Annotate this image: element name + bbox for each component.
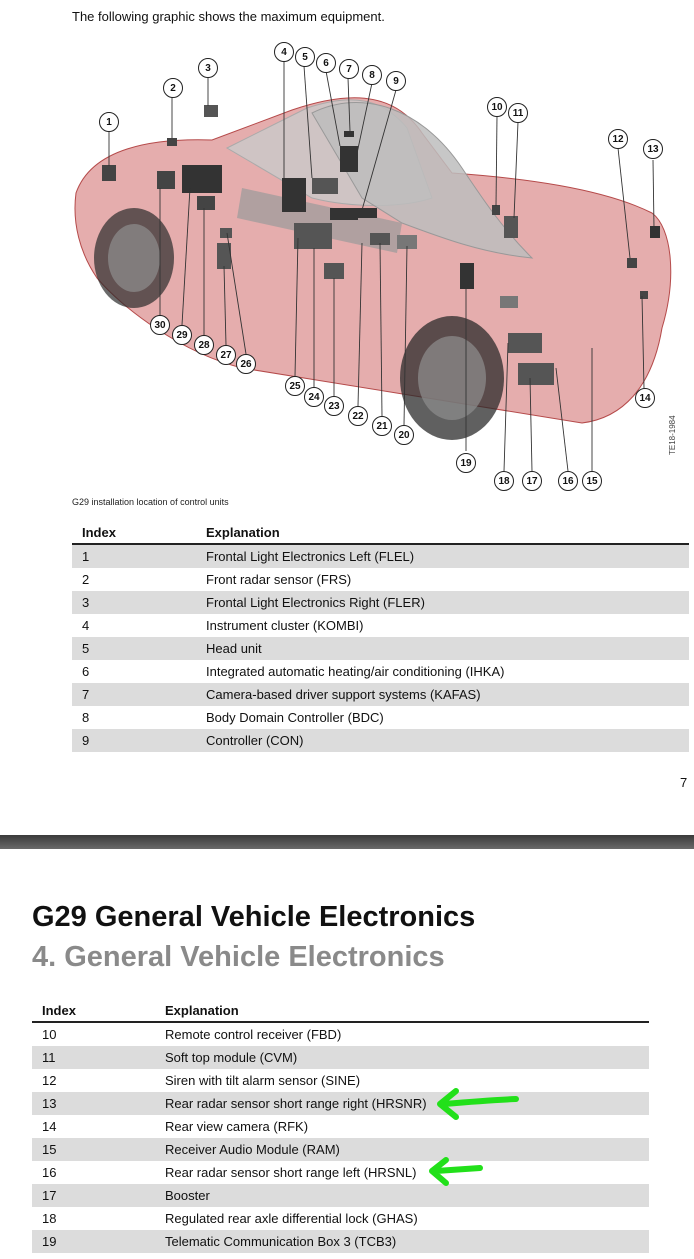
section-subtitle: 4. General Vehicle Electronics	[32, 941, 445, 973]
index-cell: 14	[42, 1119, 57, 1134]
page-divider	[0, 835, 694, 849]
callout-18: 18	[494, 471, 514, 491]
callout-7: 7	[339, 59, 359, 79]
index-cell: 16	[42, 1165, 57, 1180]
table-row	[72, 614, 689, 637]
callout-25: 25	[285, 376, 305, 396]
index-cell: 3	[72, 591, 196, 614]
callout-17: 17	[522, 471, 542, 491]
table-row	[32, 1069, 649, 1092]
index-cell: 18	[42, 1211, 57, 1226]
callout-8: 8	[362, 65, 382, 85]
callout-16: 16	[558, 471, 578, 491]
table-row	[32, 1161, 649, 1184]
green-arrow-icon	[432, 1085, 522, 1125]
table-row	[32, 1138, 649, 1161]
explanation-cell: Front radar sensor (FRS)	[206, 572, 352, 587]
index-cell: 10	[42, 1027, 57, 1042]
callout-15: 15	[582, 471, 602, 491]
explanation-cell: Rear view camera (RFK)	[165, 1119, 309, 1134]
explanation-cell: Receiver Audio Module (RAM)	[155, 1138, 649, 1161]
index-cell: 17	[32, 1184, 155, 1207]
table-row	[72, 544, 689, 568]
callout-22: 22	[348, 406, 368, 426]
intro-text: The following graphic shows the maximum equipment.	[72, 9, 385, 24]
explanation-cell: Frontal Light Electronics Right (FLER)	[196, 591, 689, 614]
index-cell: 4	[82, 618, 90, 633]
callout-11: 11	[508, 103, 528, 123]
callout-27: 27	[216, 345, 236, 365]
explanation-cell: Siren with tilt alarm sensor (SINE)	[165, 1073, 361, 1088]
callout-29: 29	[172, 325, 192, 345]
table-row	[72, 568, 689, 591]
table-row	[72, 706, 689, 729]
callout-13: 13	[643, 139, 663, 159]
callout-14: 14	[635, 388, 655, 408]
column-header-index: Index	[32, 999, 155, 1022]
explanation-cell: Instrument cluster (KOMBI)	[206, 618, 364, 633]
callout-24: 24	[304, 387, 324, 407]
callout-1: 1	[99, 112, 119, 132]
callout-6: 6	[316, 53, 336, 73]
index-cell: 15	[32, 1138, 155, 1161]
table-row	[32, 1046, 649, 1069]
table-row	[32, 1184, 649, 1207]
column-header-explanation: Explanation	[196, 521, 689, 544]
table-row	[72, 729, 689, 752]
table-row	[72, 683, 689, 706]
column-header-explanation: Explanation	[155, 999, 649, 1022]
explanation-cell: Integrated automatic heating/air conditioning (IHKA)	[206, 664, 505, 679]
callout-3: 3	[198, 58, 218, 78]
callout-30: 30	[150, 315, 170, 335]
table-row	[32, 1207, 649, 1230]
control-units-table-2	[32, 999, 649, 1253]
table-row	[32, 1092, 649, 1115]
callout-4: 4	[274, 42, 294, 62]
table-row	[72, 591, 689, 614]
callout-26: 26	[236, 354, 256, 374]
table-row	[32, 1022, 649, 1046]
figure-caption: G29 installation location of control units	[72, 497, 229, 507]
table-header-row	[32, 999, 649, 1022]
callout-5: 5	[295, 47, 315, 67]
table-header-row	[72, 521, 689, 544]
explanation-cell: Booster	[155, 1184, 649, 1207]
explanation-cell: Rear radar sensor short range left (HRSNL)	[165, 1165, 417, 1180]
index-cell: 8	[82, 710, 90, 725]
explanation-cell: Telematic Communication Box 3 (TCB3)	[155, 1230, 649, 1253]
index-cell: 2	[82, 572, 90, 587]
callout-10: 10	[487, 97, 507, 117]
table-row	[72, 660, 689, 683]
page-title: G29 General Vehicle Electronics	[32, 901, 476, 933]
index-cell: 5	[72, 637, 196, 660]
index-cell: 13	[32, 1092, 155, 1115]
index-cell: 9	[72, 729, 196, 752]
callout-9: 9	[386, 71, 406, 91]
table-row	[32, 1230, 649, 1253]
callout-28: 28	[194, 335, 214, 355]
explanation-cell: Soft top module (CVM)	[155, 1046, 649, 1069]
explanation-cell: Body Domain Controller (BDC)	[206, 710, 384, 725]
table-row	[72, 637, 689, 660]
control-units-table-1	[72, 521, 689, 752]
table-row	[32, 1115, 649, 1138]
callout-19: 19	[456, 453, 476, 473]
callout-2: 2	[163, 78, 183, 98]
explanation-cell: Frontal Light Electronics Left (FLEL)	[196, 544, 689, 568]
column-header-index: Index	[72, 521, 196, 544]
callout-21: 21	[372, 416, 392, 436]
explanation-cell: Camera-based driver support systems (KAFAS)	[196, 683, 689, 706]
callout-20: 20	[394, 425, 414, 445]
index-cell: 6	[82, 664, 90, 679]
green-arrow-icon	[426, 1153, 486, 1189]
document-page-8	[0, 849, 694, 1259]
index-cell: 19	[32, 1230, 155, 1253]
index-cell: 12	[42, 1073, 57, 1088]
index-cell: 7	[72, 683, 196, 706]
callout-23: 23	[324, 396, 344, 416]
figure-code: TE18-1984	[668, 415, 677, 455]
page-number: 7	[680, 775, 688, 790]
explanation-cell: Rear radar sensor short range right (HRSNR)	[155, 1092, 649, 1115]
explanation-cell: Regulated rear axle differential lock (GHAS)	[165, 1211, 418, 1226]
index-cell: 1	[72, 544, 196, 568]
index-cell: 11	[32, 1046, 155, 1069]
explanation-cell: Remote control receiver (FBD)	[165, 1027, 342, 1042]
callout-12: 12	[608, 129, 628, 149]
car-installation-figure	[62, 38, 694, 498]
explanation-cell: Controller (CON)	[196, 729, 689, 752]
explanation-cell: Head unit	[196, 637, 689, 660]
